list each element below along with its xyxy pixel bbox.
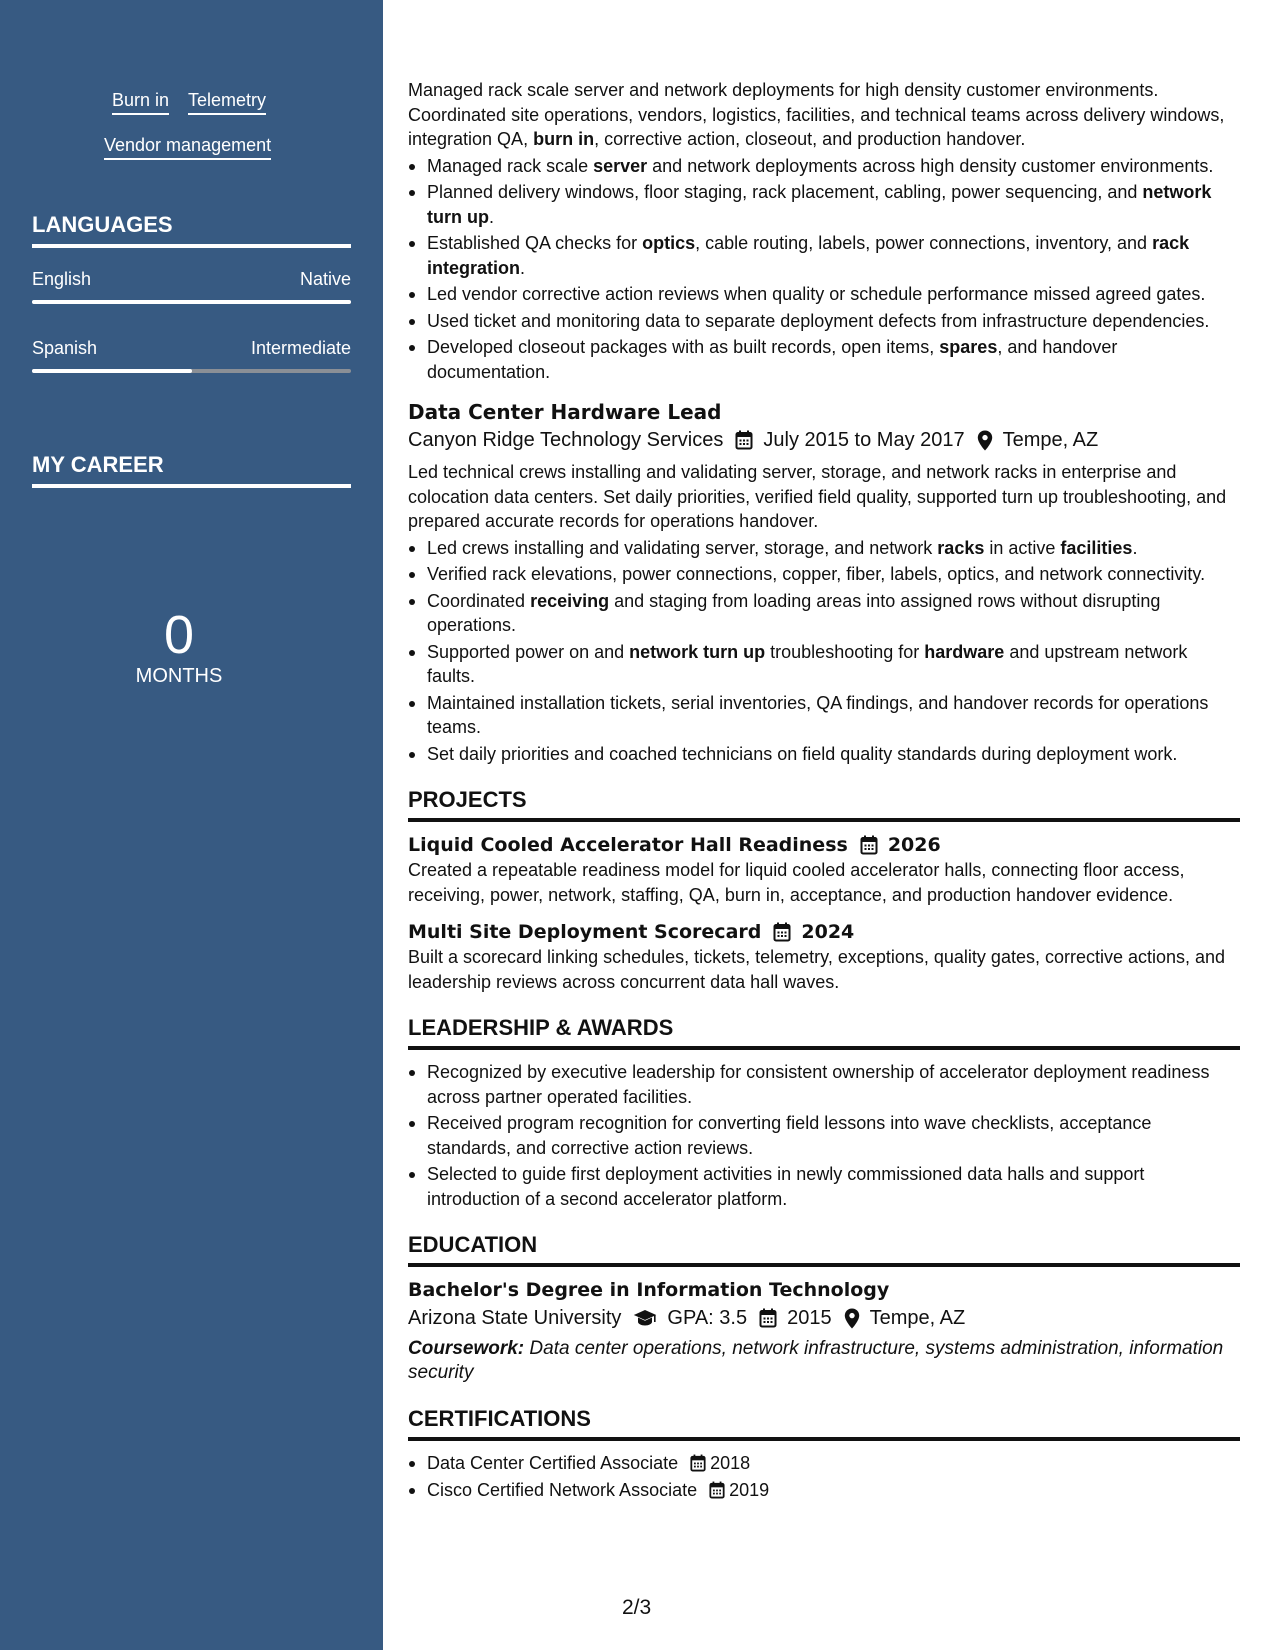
bold-keyword: receiving (530, 590, 610, 611)
certification-row (427, 1451, 1240, 1476)
graduation-year: 2015 (787, 1307, 832, 1329)
experience-summary (408, 78, 1240, 152)
list-item: Recognized by executive leadership for consistent ownership of accelerator deployment readiness across partner operated facilities. (408, 1060, 1240, 1109)
bold-keyword: server (593, 155, 648, 176)
list-item (408, 640, 1240, 689)
skill-tag: Vendor management (104, 134, 271, 160)
text-span: and staging from loading areas into assigned rows without disrupting operations. (427, 590, 1161, 635)
bold-keyword: spares (939, 337, 998, 357)
language-row (32, 268, 351, 290)
text-span: Managed rack scale (427, 155, 594, 176)
coursework-label: Coursework: (408, 1338, 525, 1359)
project-title: Multi Site Deployment Scorecard (408, 921, 762, 943)
bold-keyword: rack integration (427, 233, 1190, 278)
project-title-row (408, 919, 1240, 945)
list-item (408, 562, 1240, 587)
education-meta (408, 1303, 1240, 1333)
experience-bullets (408, 154, 1240, 385)
degree-title: Bachelor's Degree in Information Technology (408, 1279, 890, 1301)
text-span: . (488, 206, 494, 227)
skill-tag: Telemetry (188, 89, 266, 115)
text-span: Planned delivery windows, floor staging, rack placement, cabling, power sequencing, and (427, 182, 1143, 202)
language-proficiency-fill (32, 369, 192, 373)
main-content (408, 78, 1240, 1504)
coursework-text: Data center operations, network infrastructure, systems administration, information security (408, 1338, 1224, 1383)
page-number: 2/3 (622, 1596, 652, 1619)
language-level: Native (299, 269, 351, 289)
certification-row (427, 1478, 1240, 1503)
calendar-icon (773, 922, 791, 942)
career-heading: MY CAREER (32, 452, 351, 488)
education-location: Tempe, AZ (869, 1307, 966, 1329)
project-year: 2026 (887, 834, 941, 856)
career-months-label: MONTHS (135, 665, 223, 687)
list-item (408, 282, 1240, 307)
career-months-value: 0 (163, 605, 195, 665)
job-title: Data Center Hardware Lead (408, 400, 722, 424)
bold-keyword: burn in (533, 129, 595, 149)
certification-name: Data Center Certified Associate (427, 1453, 679, 1473)
text-span: in active (984, 537, 1061, 558)
text-span: Maintained installation tickets, serial inventories, QA findings, and handover records for operations teams. (427, 692, 1209, 737)
bold-keyword: facilities (1060, 537, 1133, 558)
language-name: English (32, 269, 92, 289)
list-item (408, 1451, 1240, 1476)
project-title-row (408, 832, 1240, 858)
list-item: Received program recognition for converting field lessons into wave checklists, acceptance standards, and corrective action reviews. (408, 1111, 1240, 1160)
text-span: troubleshooting for (765, 641, 925, 662)
text-span: and network deployments across high density customer environments. (647, 155, 1214, 176)
text-span: Developed closeout packages with as built records, open items, (427, 337, 940, 357)
sidebar (0, 0, 383, 1650)
job-summary: Led technical crews installing and validating server, storage, and network racks in enterprise and colocation data centers. Set daily priorities, verified field quality, supported turn up troubleshooting, and prepared accurate records for operations handover. (408, 462, 1227, 531)
bold-keyword: hardware (924, 641, 1005, 662)
list-item (408, 180, 1240, 229)
text-span: and upstream network faults. (427, 641, 1188, 686)
project-description: Created a repeatable readiness model for liquid cooled accelerator halls, connecting floor access, receiving, power, network, staffing, QA, burn in, acceptance, and production handover evidence. (408, 860, 1185, 905)
gpa: GPA: 3.5 (667, 1307, 748, 1329)
graduation-cap-icon (633, 1309, 657, 1327)
list-item (408, 154, 1240, 179)
language-level: Intermediate (250, 338, 351, 358)
text-span: Used ticket and monitoring data to separate deployment defects from infrastructure dependencies. (427, 310, 1210, 331)
coursework (408, 1337, 1240, 1385)
text-span: , corrective action, closeout, and production handover. (594, 129, 1026, 149)
location-pin-icon (977, 430, 993, 451)
certification-year: 2018 (710, 1453, 751, 1473)
bold-keyword: network turn up (629, 641, 766, 662)
list-item: Selected to guide first deployment activities in newly commissioned data halls and support introduction of a second accelerator platform. (408, 1162, 1240, 1211)
list-item (408, 231, 1240, 280)
text-span: . (520, 257, 526, 278)
project-year: 2024 (801, 921, 855, 943)
language-proficiency-fill (32, 300, 351, 304)
leadership-heading: LEADERSHIP & AWARDS (408, 1014, 1240, 1050)
projects-heading: PROJECTS (408, 786, 1240, 822)
text-span: Supported power on and (427, 641, 630, 662)
job-bullets (408, 536, 1240, 767)
list-item (408, 589, 1240, 638)
leadership-bullets (408, 1060, 1240, 1211)
text-span: Coordinated (427, 590, 531, 611)
list-item (408, 536, 1240, 561)
language-proficiency-bar (32, 300, 351, 304)
certification-list (408, 1451, 1240, 1502)
job-location: Tempe, AZ (1002, 429, 1099, 451)
languages-heading: LANGUAGES (32, 212, 351, 248)
company-name: Canyon Ridge Technology Services (408, 429, 724, 451)
school-name: Arizona State University (408, 1307, 622, 1329)
job-dates: July 2015 to May 2017 (763, 429, 965, 451)
list-item (408, 335, 1240, 384)
calendar-icon (860, 835, 878, 855)
language-row (32, 337, 351, 359)
text-span: , and handover documentation. (427, 337, 1118, 382)
language-proficiency-bar (32, 369, 351, 373)
certification-year: 2019 (729, 1479, 770, 1500)
education-heading: EDUCATION (408, 1231, 1240, 1267)
text-span: Managed rack scale server and network deployments for high density customer environments. Coordinated site operations, vendors, logistics, facilities, and technical teams across delivery windows, integration QA, (408, 80, 1225, 149)
certifications-heading: CERTIFICATIONS (408, 1405, 1240, 1441)
project-description: Built a scorecard linking schedules, tickets, telemetry, exceptions, quality gates, corrective actions, and leadership reviews across concurrent data hall waves. (408, 947, 1226, 992)
project-title: Liquid Cooled Accelerator Hall Readiness (408, 834, 848, 856)
calendar-icon (690, 1454, 706, 1472)
bold-keyword: racks (937, 537, 985, 558)
calendar-icon (709, 1481, 725, 1499)
list-item (408, 742, 1240, 767)
calendar-icon (735, 430, 753, 450)
location-pin-icon (844, 1308, 860, 1329)
certification-name: Cisco Certified Network Associate (427, 1479, 698, 1500)
list-item (408, 1478, 1240, 1503)
text-span: Set daily priorities and coached technicians on field quality standards during deployment work. (427, 743, 1178, 764)
text-span: Established QA checks for (427, 233, 643, 253)
calendar-icon (759, 1308, 777, 1328)
job-meta (408, 426, 1240, 454)
bold-keyword: optics (642, 233, 696, 253)
text-span: Led vendor corrective action reviews when quality or schedule performance missed agreed gates. (427, 284, 1206, 304)
text-span: , cable routing, labels, power connections, inventory, and (695, 233, 1153, 253)
skill-tag: Burn in (112, 89, 169, 115)
bold-keyword: network turn up (427, 182, 1212, 227)
list-item (408, 691, 1240, 740)
text-span: Led crews installing and validating server, storage, and network (427, 537, 938, 558)
text-span: Verified rack elevations, power connections, copper, fiber, labels, optics, and network connectivity. (427, 564, 1206, 584)
language-name: Spanish (32, 338, 98, 358)
text-span: . (1132, 537, 1138, 558)
list-item (408, 309, 1240, 334)
